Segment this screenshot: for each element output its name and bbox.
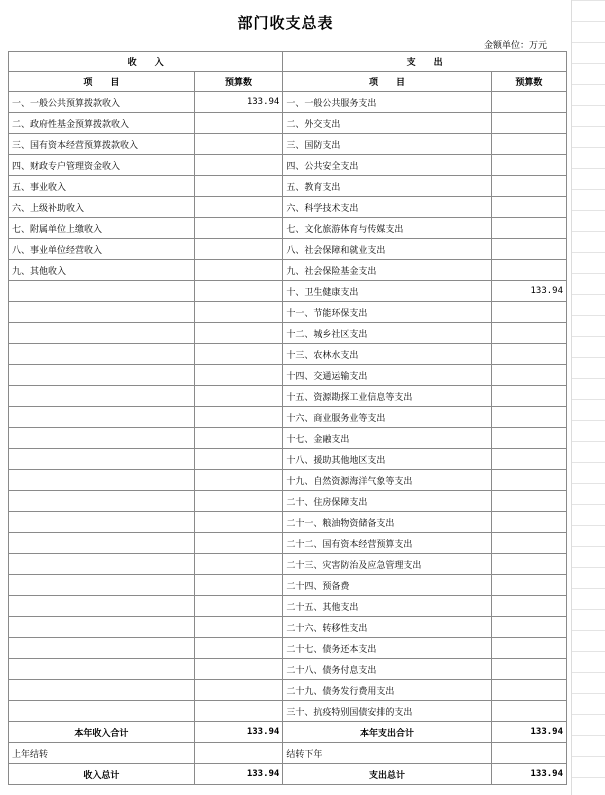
expense-item-label: 四、公共安全支出 xyxy=(283,155,491,176)
income-item-label xyxy=(9,512,195,533)
income-item-value xyxy=(194,365,283,386)
income-item-label xyxy=(9,344,195,365)
table-row xyxy=(9,176,567,197)
income-item-column-header: 项 目 xyxy=(9,72,195,92)
expense-item-value xyxy=(491,512,566,533)
expense-item-label: 二十、住房保障支出 xyxy=(283,491,491,512)
expense-grand-total-label: 支出总计 xyxy=(283,764,491,785)
table-row xyxy=(9,407,567,428)
income-item-value xyxy=(194,554,283,575)
expense-item-value xyxy=(491,344,566,365)
expense-item-value xyxy=(491,113,566,134)
income-item-value xyxy=(194,260,283,281)
income-item-value xyxy=(194,344,283,365)
income-item-value xyxy=(194,155,283,176)
expense-item-label: 十六、商业服务业等支出 xyxy=(283,407,491,428)
expense-item-value xyxy=(491,176,566,197)
income-item-label: 四、财政专户管理资金收入 xyxy=(9,155,195,176)
carry-out-value xyxy=(491,743,566,764)
expense-item-value xyxy=(491,491,566,512)
income-item-label: 三、国有资本经营预算拨款收入 xyxy=(9,134,195,155)
expense-item-column-header: 项 目 xyxy=(283,72,491,92)
income-item-label xyxy=(9,470,195,491)
expense-item-value xyxy=(491,407,566,428)
carry-in-label: 上年结转 xyxy=(9,743,195,764)
year-expense-total-value: 133.94 xyxy=(491,722,566,743)
expense-item-label: 二、外交支出 xyxy=(283,113,491,134)
expense-item-label: 二十六、转移性支出 xyxy=(283,617,491,638)
expense-grand-total-value: 133.94 xyxy=(491,764,566,785)
income-item-value: 133.94 xyxy=(194,92,283,113)
income-item-label xyxy=(9,575,195,596)
income-item-label: 二、政府性基金预算拨款收入 xyxy=(9,113,195,134)
table-row xyxy=(9,428,567,449)
year-income-total-value: 133.94 xyxy=(194,722,283,743)
expense-item-value xyxy=(491,680,566,701)
expense-item-value xyxy=(491,449,566,470)
expense-item-label: 十三、农林水支出 xyxy=(283,344,491,365)
income-item-value xyxy=(194,428,283,449)
table-row xyxy=(9,239,567,260)
expense-item-value xyxy=(491,638,566,659)
expense-item-label: 八、社会保障和就业支出 xyxy=(283,239,491,260)
income-item-label xyxy=(9,449,195,470)
income-item-label xyxy=(9,365,195,386)
income-expense-table xyxy=(8,51,567,785)
expense-item-value xyxy=(491,575,566,596)
table-row xyxy=(9,512,567,533)
table-row xyxy=(9,218,567,239)
expense-item-value xyxy=(491,386,566,407)
expense-item-value xyxy=(491,554,566,575)
expense-item-label: 五、教育支出 xyxy=(283,176,491,197)
expense-item-value xyxy=(491,701,566,722)
expense-item-label: 七、文化旅游体育与传媒支出 xyxy=(283,218,491,239)
expense-item-label: 三、国防支出 xyxy=(283,134,491,155)
income-item-label xyxy=(9,386,195,407)
income-item-value xyxy=(194,197,283,218)
income-item-label: 一、一般公共预算拨款收入 xyxy=(9,92,195,113)
income-item-value xyxy=(194,491,283,512)
table-row xyxy=(9,365,567,386)
income-item-label xyxy=(9,491,195,512)
income-item-value xyxy=(194,659,283,680)
income-item-label xyxy=(9,554,195,575)
expense-item-value xyxy=(491,428,566,449)
expense-item-value xyxy=(491,260,566,281)
expense-item-label: 二十二、国有资本经营预算支出 xyxy=(283,533,491,554)
table-row xyxy=(9,659,567,680)
expense-item-label: 二十九、债务发行费用支出 xyxy=(283,680,491,701)
table-row xyxy=(9,701,567,722)
table-row xyxy=(9,281,567,302)
income-item-value xyxy=(194,617,283,638)
income-item-label: 八、事业单位经营收入 xyxy=(9,239,195,260)
expense-item-label: 二十四、预备费 xyxy=(283,575,491,596)
spreadsheet-grid-background xyxy=(571,0,605,795)
income-item-label: 九、其他收入 xyxy=(9,260,195,281)
expense-item-value xyxy=(491,134,566,155)
expense-item-value xyxy=(491,323,566,344)
income-item-value xyxy=(194,239,283,260)
expense-item-label: 六、科学技术支出 xyxy=(283,197,491,218)
income-item-label xyxy=(9,617,195,638)
income-item-value xyxy=(194,176,283,197)
income-item-label xyxy=(9,596,195,617)
income-item-value xyxy=(194,575,283,596)
expense-item-label: 十一、节能环保支出 xyxy=(283,302,491,323)
income-item-value xyxy=(194,596,283,617)
expense-item-label: 十、卫生健康支出 xyxy=(283,281,491,302)
expense-item-label: 二十八、债务付息支出 xyxy=(283,659,491,680)
table-row xyxy=(9,386,567,407)
table-row xyxy=(9,596,567,617)
income-item-value xyxy=(194,533,283,554)
expense-item-value xyxy=(491,218,566,239)
income-item-label xyxy=(9,302,195,323)
expense-item-label: 十七、金融支出 xyxy=(283,428,491,449)
table-row xyxy=(9,323,567,344)
table-row xyxy=(9,155,567,176)
table-body xyxy=(9,92,567,722)
income-item-value xyxy=(194,134,283,155)
table-row xyxy=(9,260,567,281)
income-item-label xyxy=(9,407,195,428)
expense-item-value xyxy=(491,596,566,617)
income-item-value xyxy=(194,302,283,323)
income-item-value xyxy=(194,323,283,344)
income-item-label: 七、附属单位上缴收入 xyxy=(9,218,195,239)
income-item-value xyxy=(194,680,283,701)
table-row xyxy=(9,470,567,491)
table-row xyxy=(9,134,567,155)
income-item-value xyxy=(194,218,283,239)
income-item-value xyxy=(194,113,283,134)
income-item-label: 六、上级补助收入 xyxy=(9,197,195,218)
table-row xyxy=(9,680,567,701)
expense-item-label: 九、社会保险基金支出 xyxy=(283,260,491,281)
table-row xyxy=(9,344,567,365)
expense-item-label: 十八、援助其他地区支出 xyxy=(283,449,491,470)
expense-item-value xyxy=(491,617,566,638)
income-item-label: 五、事业收入 xyxy=(9,176,195,197)
expense-item-label: 十二、城乡社区支出 xyxy=(283,323,491,344)
income-section-header: 收 入 xyxy=(9,52,283,72)
table-row xyxy=(9,575,567,596)
table-row xyxy=(9,449,567,470)
income-item-label xyxy=(9,428,195,449)
income-item-label xyxy=(9,638,195,659)
table-row xyxy=(9,533,567,554)
expense-item-label: 十九、自然资源海洋气象等支出 xyxy=(283,470,491,491)
income-item-value xyxy=(194,407,283,428)
table-row xyxy=(9,113,567,134)
expense-item-label: 十四、交通运输支出 xyxy=(283,365,491,386)
expense-section-header: 支 出 xyxy=(283,52,567,72)
table-row xyxy=(9,554,567,575)
income-item-label xyxy=(9,281,195,302)
carry-in-value xyxy=(194,743,283,764)
year-income-total-label: 本年收入合计 xyxy=(9,722,195,743)
table-row xyxy=(9,197,567,218)
expense-item-value xyxy=(491,239,566,260)
income-item-label xyxy=(9,680,195,701)
page-title: 部门收支总表 xyxy=(237,14,334,32)
expense-item-value: 133.94 xyxy=(491,281,566,302)
income-budget-column-header: 预算数 xyxy=(194,72,283,92)
income-item-label xyxy=(9,701,195,722)
income-item-label xyxy=(9,659,195,680)
expense-budget-column-header: 预算数 xyxy=(491,72,566,92)
income-item-label xyxy=(9,323,195,344)
income-item-value xyxy=(194,449,283,470)
income-item-value xyxy=(194,512,283,533)
table-row xyxy=(9,92,567,113)
expense-item-value xyxy=(491,155,566,176)
expense-item-value xyxy=(491,365,566,386)
expense-item-value xyxy=(491,302,566,323)
income-item-value xyxy=(194,386,283,407)
expense-item-label: 三十、抗疫特别国债安排的支出 xyxy=(283,701,491,722)
expense-item-label: 二十三、灾害防治及应急管理支出 xyxy=(283,554,491,575)
expense-item-label: 二十五、其他支出 xyxy=(283,596,491,617)
expense-item-label: 二十七、债务还本支出 xyxy=(283,638,491,659)
carry-out-label: 结转下年 xyxy=(283,743,491,764)
income-item-value xyxy=(194,638,283,659)
expense-item-label: 一、一般公共服务支出 xyxy=(283,92,491,113)
table-row xyxy=(9,638,567,659)
expense-item-value xyxy=(491,533,566,554)
expense-item-label: 十五、资源勘探工业信息等支出 xyxy=(283,386,491,407)
expense-item-value xyxy=(491,659,566,680)
year-expense-total-label: 本年支出合计 xyxy=(283,722,491,743)
table-row xyxy=(9,302,567,323)
expense-item-value xyxy=(491,470,566,491)
expense-item-label: 二十一、粮油物资储备支出 xyxy=(283,512,491,533)
income-item-value xyxy=(194,281,283,302)
income-item-label xyxy=(9,533,195,554)
income-item-value xyxy=(194,470,283,491)
income-item-value xyxy=(194,701,283,722)
table-row xyxy=(9,491,567,512)
table-row xyxy=(9,617,567,638)
income-grand-total-label: 收入总计 xyxy=(9,764,195,785)
income-grand-total-value: 133.94 xyxy=(194,764,283,785)
amount-unit-label: 金额单位：万元 xyxy=(483,41,547,51)
expense-item-value xyxy=(491,92,566,113)
expense-item-value xyxy=(491,197,566,218)
